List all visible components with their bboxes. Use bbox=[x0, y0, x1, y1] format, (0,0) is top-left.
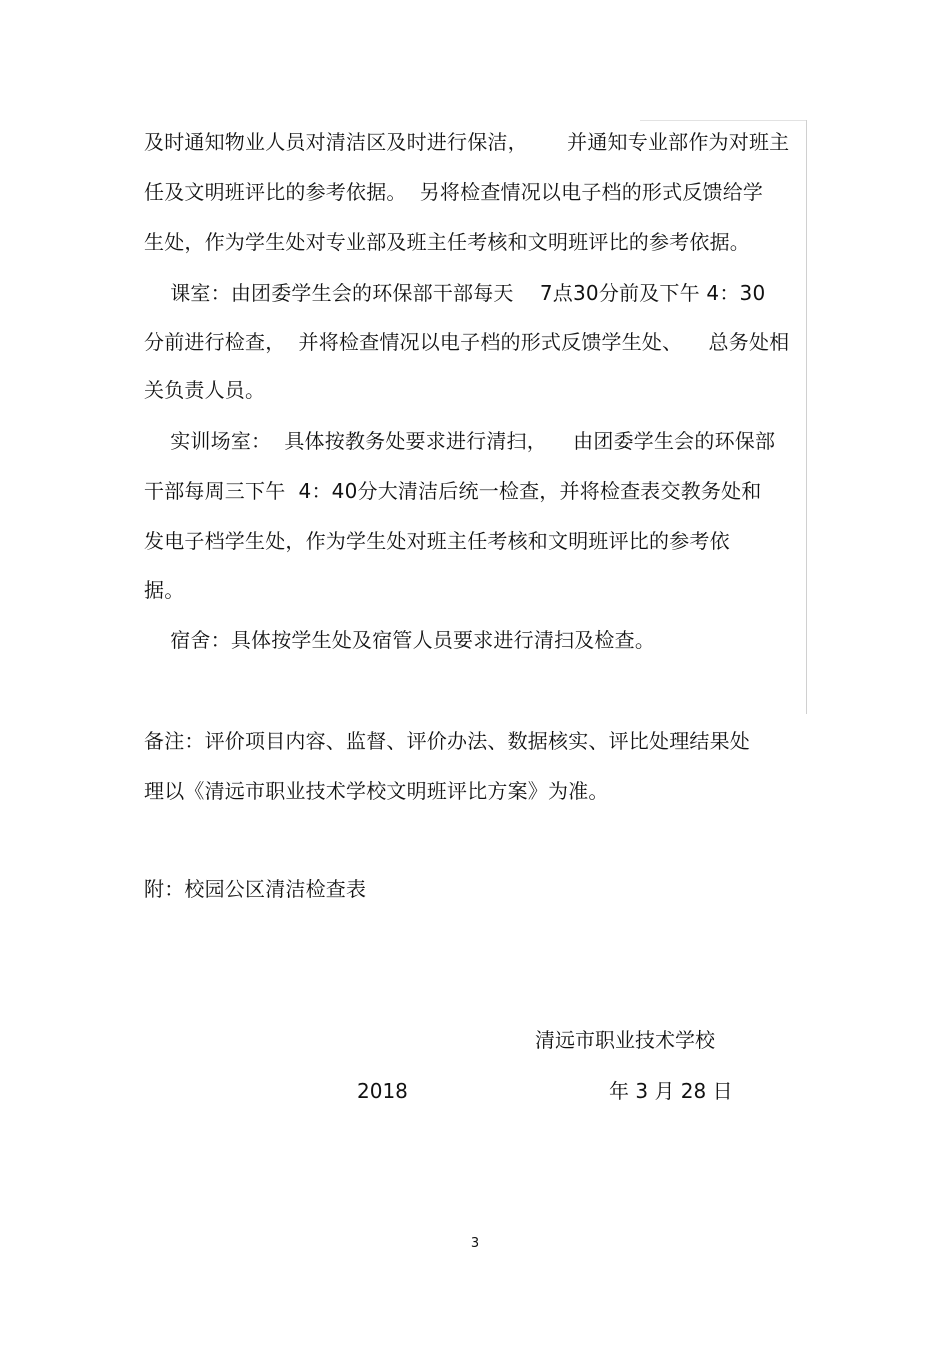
body-line: 据。 bbox=[144, 578, 185, 602]
note-line: 备注：评价项目内容、监督、评价办法、数据核实、评比处理结果处 bbox=[144, 729, 750, 753]
note-line: 理以《清远市职业技术学校文明班评比方案》为准。 bbox=[144, 779, 609, 803]
body-line: 干部每周三下午 4：40分大清洁后统一检查，并将检查表交教务处和 bbox=[144, 479, 762, 503]
frame-right-border bbox=[806, 120, 807, 714]
body-line: 发电子档学生处，作为学生处对班主任考核和文明班评比的参考依 bbox=[144, 529, 730, 553]
attachment-line: 附：校园公区清洁检查表 bbox=[144, 877, 367, 901]
body-line: 任及文明班评比的参考依据。 另将检查情况以电子档的形式反馈给学 bbox=[144, 180, 764, 204]
frame-top-border bbox=[640, 120, 807, 121]
body-line: 及时通知物业人员对清洁区及时进行保洁， 并通知专业部作为对班主 bbox=[144, 130, 790, 154]
body-line: 课室：由团委学生会的环保部干部每天 7点30分前及下午 4：30 bbox=[144, 281, 766, 305]
body-line: 宿舍：具体按学生处及宿管人员要求进行清扫及检查。 bbox=[144, 628, 656, 652]
body-line: 实训场室： 具体按教务处要求进行清扫， 由团委学生会的环保部 bbox=[144, 429, 776, 453]
signature-date: 年 3 月 28 日 bbox=[609, 1079, 733, 1103]
signature-year: 2018 bbox=[357, 1079, 408, 1103]
signature-school: 清远市职业技术学校 bbox=[535, 1028, 715, 1052]
body-line: 关负责人员。 bbox=[144, 378, 266, 402]
body-line: 分前进行检查， 并将检查情况以电子档的形式反馈学生处、 总务处相 bbox=[144, 330, 790, 354]
body-line: 生处，作为学生处对专业部及班主任考核和文明班评比的参考依据。 bbox=[144, 230, 750, 254]
page-number: 3 bbox=[470, 1236, 480, 1251]
